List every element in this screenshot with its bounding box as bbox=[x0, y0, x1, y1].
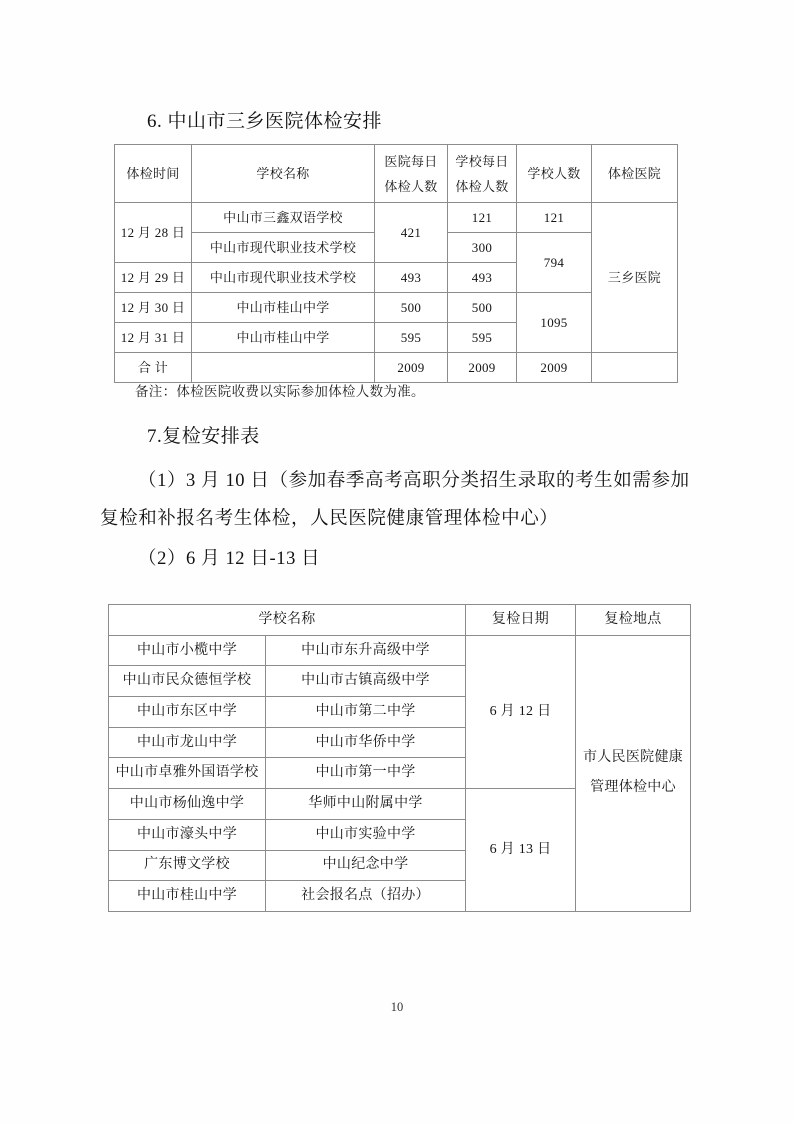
table-header-row bbox=[109, 605, 691, 636]
cell-hospital-daily: 493 bbox=[375, 263, 448, 293]
section-6-heading: 6. 中山市三乡医院体检安排 bbox=[147, 111, 383, 132]
cell-school-daily: 500 bbox=[448, 293, 517, 323]
cell-school-right: 中山市东升高级中学 bbox=[266, 635, 466, 666]
hospital-daily-line-2: 体检人数 bbox=[384, 178, 438, 194]
sanxiang-hospital-schedule-table bbox=[114, 144, 678, 383]
cell-school-right: 中山市古镇高级中学 bbox=[266, 666, 466, 697]
column-header-reexam-date: 复检日期 bbox=[466, 605, 576, 636]
cell-total-school bbox=[192, 353, 375, 383]
cell-school-right: 社会报名点（招办） bbox=[266, 881, 466, 912]
cell-school-daily: 493 bbox=[448, 263, 517, 293]
cell-total-hospital bbox=[592, 353, 678, 383]
column-header-school-name: 学校名称 bbox=[109, 605, 466, 636]
cell-school-count: 1095 bbox=[517, 293, 592, 353]
reexam-place-line-1: 市人民医院健康 bbox=[582, 750, 684, 766]
table-total-row bbox=[115, 353, 678, 383]
cell-school-daily: 121 bbox=[448, 203, 517, 233]
reexam-schedule-table bbox=[108, 604, 691, 912]
cell-school-name: 中山市桂山中学 bbox=[192, 293, 375, 323]
cell-reexam-place bbox=[576, 635, 691, 911]
column-header-exam-time: 体检时间 bbox=[115, 145, 192, 203]
cell-exam-date: 12 月 30 日 bbox=[115, 293, 192, 323]
cell-exam-date: 12 月 31 日 bbox=[115, 323, 192, 353]
cell-total-school-daily: 2009 bbox=[448, 353, 517, 383]
table-header-row bbox=[115, 145, 678, 203]
cell-total-label: 合 计 bbox=[115, 353, 192, 383]
school-daily-line-1: 学校每日 bbox=[455, 153, 509, 169]
school-daily-line-2: 体检人数 bbox=[455, 178, 509, 194]
cell-school-daily: 300 bbox=[448, 233, 517, 263]
cell-exam-date: 12 月 28 日 bbox=[115, 203, 192, 263]
cell-school-right: 中山纪念中学 bbox=[266, 850, 466, 881]
table-note: 备注：体检医院收费以实际参加体检人数为准。 bbox=[135, 384, 425, 399]
cell-school-name: 中山市三鑫双语学校 bbox=[192, 203, 375, 233]
column-header-hospital-daily bbox=[375, 145, 448, 203]
page-number: 10 bbox=[390, 1000, 404, 1014]
cell-school-right: 中山市实验中学 bbox=[266, 819, 466, 850]
cell-school-left: 广东博文学校 bbox=[109, 850, 266, 881]
cell-school-left: 中山市龙山中学 bbox=[109, 727, 266, 758]
cell-school-daily: 595 bbox=[448, 323, 517, 353]
column-header-school-name: 学校名称 bbox=[192, 145, 375, 203]
cell-school-right: 中山市第二中学 bbox=[266, 697, 466, 728]
cell-school-left: 中山市桂山中学 bbox=[109, 881, 266, 912]
cell-school-left: 中山市杨仙逸中学 bbox=[109, 789, 266, 820]
cell-total-hospital-daily: 2009 bbox=[375, 353, 448, 383]
cell-total-school-count: 2009 bbox=[517, 353, 592, 383]
cell-school-left: 中山市卓雅外国语学校 bbox=[109, 758, 266, 789]
cell-school-name: 中山市现代职业技术学校 bbox=[192, 233, 375, 263]
cell-exam-date: 12 月 29 日 bbox=[115, 263, 192, 293]
section-7-item-1: （1）3 月 10 日（参加春季高考高职分类招生录取的考生如需参加复检和补报名考生体检，人民医院健康管理体检中心） bbox=[100, 471, 690, 529]
cell-hospital-daily: 500 bbox=[375, 293, 448, 323]
hospital-daily-line-1: 医院每日 bbox=[384, 153, 438, 169]
column-header-hospital: 体检医院 bbox=[592, 145, 678, 203]
cell-school-left: 中山市小榄中学 bbox=[109, 635, 266, 666]
cell-school-left: 中山市濠头中学 bbox=[109, 819, 266, 850]
section-7-heading: 7.复检安排表 bbox=[147, 426, 260, 447]
cell-school-name: 中山市桂山中学 bbox=[192, 323, 375, 353]
cell-school-right: 华师中山附属中学 bbox=[266, 789, 466, 820]
table-row bbox=[109, 635, 691, 666]
cell-school-right: 中山市华侨中学 bbox=[266, 727, 466, 758]
cell-reexam-date: 6 月 13 日 bbox=[466, 789, 576, 912]
table-row bbox=[115, 203, 678, 233]
cell-hospital-daily: 421 bbox=[375, 203, 448, 263]
cell-school-right: 中山市第一中学 bbox=[266, 758, 466, 789]
cell-school-left: 中山市民众德恒学校 bbox=[109, 666, 266, 697]
cell-reexam-date: 6 月 12 日 bbox=[466, 635, 576, 788]
cell-hospital-name: 三乡医院 bbox=[592, 203, 678, 353]
cell-hospital-daily: 595 bbox=[375, 323, 448, 353]
section-7-item-2: （2）6 月 12 日-13 日 bbox=[138, 549, 321, 569]
cell-school-left: 中山市东区中学 bbox=[109, 697, 266, 728]
cell-school-count: 121 bbox=[517, 203, 592, 233]
column-header-reexam-place: 复检地点 bbox=[576, 605, 691, 636]
cell-school-name: 中山市现代职业技术学校 bbox=[192, 263, 375, 293]
reexam-place-line-2: 管理体检中心 bbox=[590, 780, 676, 796]
cell-school-count: 794 bbox=[517, 233, 592, 293]
column-header-school-daily bbox=[448, 145, 517, 203]
column-header-school-count: 学校人数 bbox=[517, 145, 592, 203]
